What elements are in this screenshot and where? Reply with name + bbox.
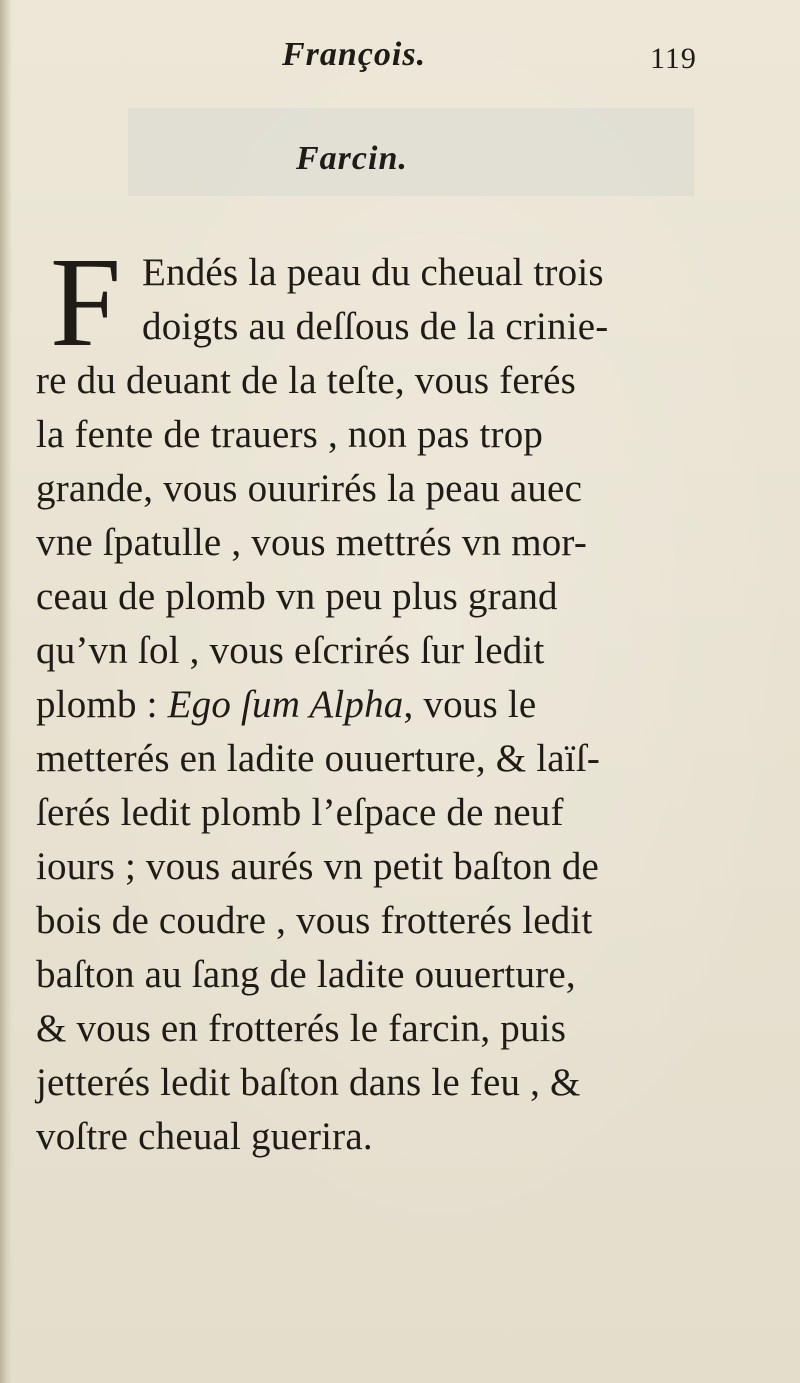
- text-line: grande, vous ouurirés la peau auec: [36, 467, 583, 510]
- text-line: Endés la peau du cheual trois: [142, 251, 604, 294]
- binding-gutter: [0, 0, 12, 1383]
- text-line: [36, 678, 536, 732]
- text-line: re du deuant de la teſte, vous ferés: [36, 359, 576, 402]
- text-line: vne ſpatulle , vous mettrés vn mor-: [36, 521, 588, 564]
- drop-cap: F: [50, 231, 122, 373]
- text-line: bois de coudre , vous frotterés ledit: [36, 899, 593, 942]
- text-span: , vous le: [403, 683, 537, 726]
- text-line: jetterés ledit baſton dans le feu , &: [36, 1061, 581, 1104]
- section-title: Farcin.: [296, 140, 408, 177]
- latin-incantation: Ego ſum Alpha: [167, 683, 404, 726]
- text-line: qu’vn ſol , vous eſcrirés ſur ledit: [36, 629, 545, 672]
- text-line: ſerés ledit plomb l’eſpace de neuf: [36, 791, 564, 834]
- faded-header-band: [128, 108, 694, 196]
- text-line: & vous en frotterés le farcin, puis: [36, 1007, 567, 1050]
- text-line: doigts au deſſous de la crinie-: [142, 305, 609, 348]
- text-line: ceau de plomb vn peu plus grand: [36, 575, 558, 618]
- text-line: voſtre cheual guerira.: [36, 1115, 373, 1158]
- page-number: 119: [650, 42, 697, 75]
- text-span: plomb :: [36, 683, 168, 726]
- text-line: iours ; vous aurés vn petit baſton de: [36, 845, 600, 888]
- text-line: la fente de trauers , non pas trop: [36, 413, 544, 456]
- text-line: baſton au ſang de ladite ouuerture,: [36, 953, 576, 996]
- running-head: François.: [282, 36, 427, 73]
- text-line: metterés en ladite ouuerture, & laïſ-: [36, 737, 601, 780]
